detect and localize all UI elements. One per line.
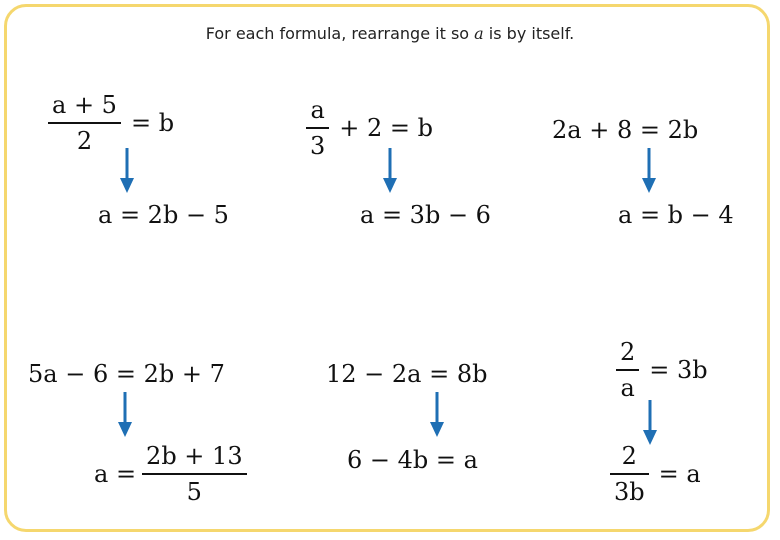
problem-4-answer [94,444,253,504]
down-arrow-icon [119,148,135,194]
problem-2-answer: a = 3b − 6 [360,201,491,229]
instruction-text [0,24,780,43]
problem-2-given [300,98,433,158]
numerator: 2 [621,442,637,470]
denominator: 5 [142,473,247,504]
down-arrow-icon [382,148,398,194]
instruction-variable: a [474,24,484,43]
equation-rest: = b [130,109,175,137]
instruction-prefix: For each formula, rearrange it so [205,24,475,43]
down-arrow-icon [117,392,133,438]
problem-5-given: 12 − 2a = 8b [326,360,488,388]
numerator: a [310,96,325,124]
fraction [142,444,247,504]
problem-3-answer: a = b − 4 [618,201,734,229]
problem-4-given: 5a − 6 = 2b + 7 [28,360,225,388]
equation-lhs: a = [94,460,137,488]
denominator: 3 [306,127,329,158]
problem-6-answer [604,444,701,504]
problem-1-given [42,93,174,153]
problem-3-given: 2a + 8 = 2b [552,116,699,144]
numerator: 2 [620,338,636,366]
equation-rest: = 3b [649,356,708,384]
denominator: 2 [48,122,121,153]
fraction [306,98,329,158]
instruction-suffix: is by itself. [483,24,575,43]
denominator: a [616,369,639,400]
problem-1-answer: a = 2b − 5 [98,201,229,229]
problem-6-given [610,340,708,400]
down-arrow-icon [641,148,657,194]
equation-rest: + 2 = b [339,114,434,142]
problem-5-answer: 6 − 4b = a [347,446,478,474]
numerator: 2b + 13 [146,442,243,470]
fraction [616,340,639,400]
equation-rest: = a [658,460,701,488]
fraction [610,444,649,504]
denominator: 3b [610,473,649,504]
fraction [48,93,121,153]
down-arrow-icon [429,392,445,438]
numerator: a + 5 [52,91,117,119]
down-arrow-icon [642,400,658,446]
